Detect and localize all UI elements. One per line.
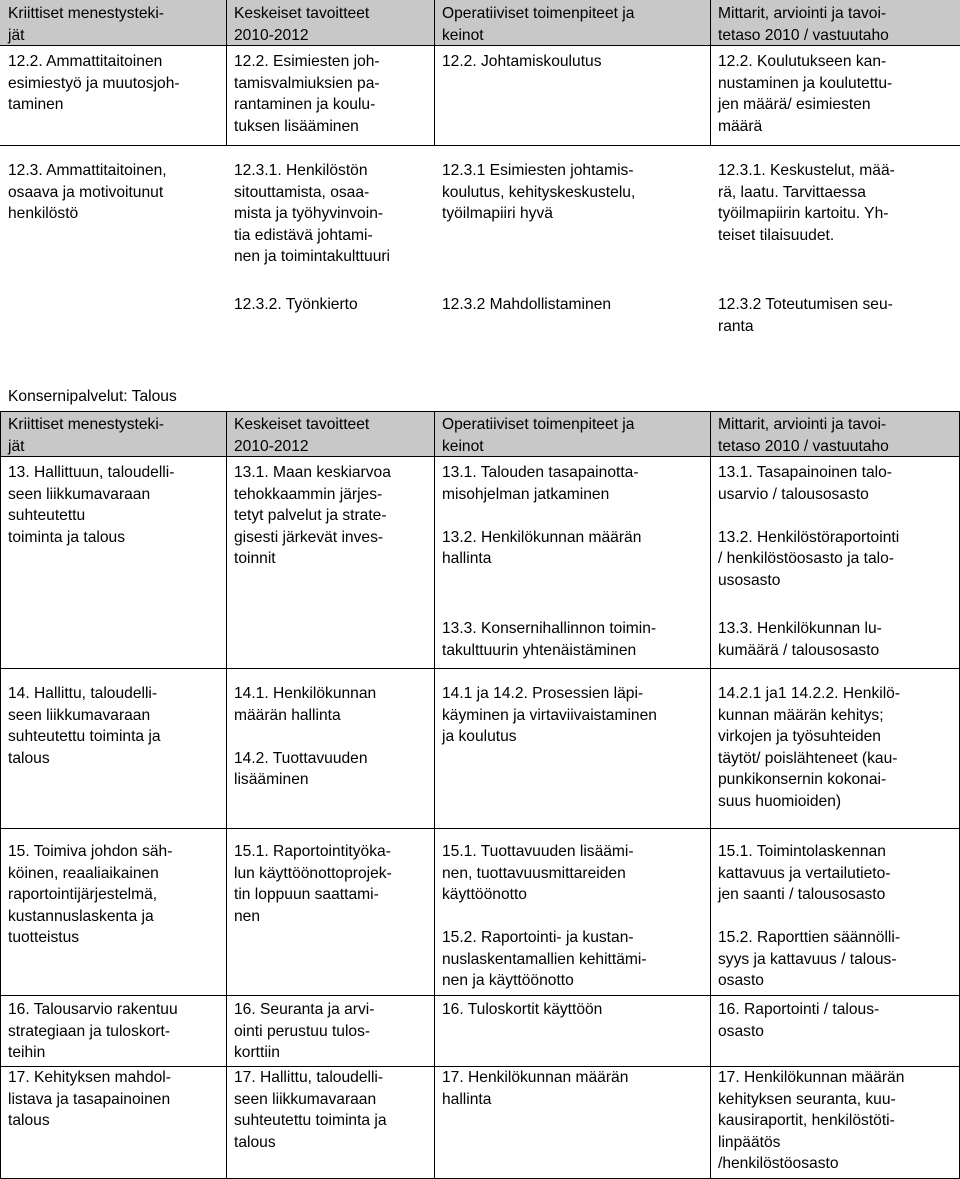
table-2-header-col-4: Mittarit, arviointi ja tavoi- tetaso 2010 / vastuutaho <box>718 416 889 455</box>
table-2-row-1-col-2: 13.1. Maan keskiarvoa tehokkaammin järjes- tetyt palvelut ja strate- gisesti järkevät inves- toinnit <box>234 464 391 567</box>
table-1-row-3-col-2: 12.3.2. Työnkierto <box>234 296 358 313</box>
table-2-row-3-col-1: 14. Hallittu, taloudelli- seen liikkumavaraan suhteutettu toiminta ja talous <box>8 685 161 767</box>
table-1-row-1-col-4: 12.2. Koulutukseen kan- nustaminen ja koulutettu- jen määrä/ esimiesten määrä <box>718 53 893 135</box>
table-2-header-col-2: Keskeiset tavoitteet 2010-2012 <box>234 416 370 455</box>
table-2-top-rule <box>0 411 960 412</box>
table-1-column-rule-3 <box>710 0 711 145</box>
table-1-column-rule-1 <box>226 0 227 145</box>
table-2-header-col-3: Operatiiviset toimenpiteet ja keinot <box>442 416 635 455</box>
table-2-row-4-col-3: 15.1. Tuottavuuden lisäämi- nen, tuottavuusmittareiden käyttöönotto 15.2. Raportointi- ja kustan- nuslaskentamallien kehittämi- nen ja käyttöönotto <box>442 843 647 989</box>
table-2-row-rule-1 <box>0 668 960 669</box>
table-1-column-rule-2 <box>434 0 435 145</box>
table-2-row-6-col-1: 17. Kehityksen mahdol- listava ja tasapainoinen talous <box>8 1069 171 1129</box>
table-2-row-5-col-2: 16. Seuranta ja arvi- ointi perustuu tulos- korttiin <box>234 1001 375 1061</box>
table-1-header-col-4: Mittarit, arviointi ja tavoi- tetaso 2010 / vastuutaho <box>718 5 889 44</box>
table-1-row-2-col-4: 12.3.1. Keskustelut, mää- rä, laatu. Tarvittaessa työilmapiirin kartoitu. Yh- teiset tilaisuudet. <box>718 162 895 244</box>
table-2-row-4-col-2: 15.1. Raportointityöka- lun käyttöönottoprojek- tin loppuun saattami- nen <box>234 843 392 925</box>
table-1-row-rule-1 <box>0 145 960 146</box>
table-2-row-rule-2 <box>0 828 960 829</box>
table-2-row-4-col-1: 15. Toimiva johdon säh- köinen, reaaliaikainen raportointijärjestelmä, kustannuslaskenta ja tuotteistus <box>8 843 173 946</box>
table-1-row-3-col-4: 12.3.2 Toteutumisen seu- ranta <box>718 296 893 335</box>
section-title: Konsernipalvelut: Talous <box>8 388 177 405</box>
table-2-column-rule-0 <box>0 411 1 1179</box>
table-2-column-rule-1 <box>226 411 227 1179</box>
table-1-row-3-col-3: 12.3.2 Mahdollistaminen <box>442 296 612 313</box>
table-2-row-5-col-1: 16. Talousarvio rakentuu strategiaan ja tuloskort- teihin <box>8 1001 178 1061</box>
table-1-row-2-col-2: 12.3.1. Henkilöstön sitouttamista, osaa- mista ja työhyvinvoin- tia edistävä johtami- nen ja toimintakulttuuri <box>234 162 391 265</box>
table-2-row-6-col-3: 17. Henkilökunnan määrän hallinta <box>442 1069 629 1108</box>
table-2-header-col-1: Kriittiset menestysteki- jät <box>8 416 164 455</box>
table-2-row-1-col-3: 13.1. Talouden tasapainotta- misohjelman jatkaminen 13.2. Henkilökunnan määrän hallinta <box>442 464 642 567</box>
table-2-row-3-col-2: 14.1. Henkilökunnan määrän hallinta 14.2. Tuottavuuden lisääminen <box>234 685 377 788</box>
table-2-row-3-col-4: 14.2.1 ja1 14.2.2. Henkilö- kunnan määrän kehitys; virkojen ja työsuhteiden täytöt/ poislähteneet (kau- punkikonsernin kokonai- suus huomioiden) <box>718 685 901 810</box>
table-1-row-2-col-3: 12.3.1 Esimiesten johtamis- koulutus, kehityskeskustelu, työilmapiiri hyvä <box>442 162 636 222</box>
table-2-row-4-col-4: 15.1. Toimintolaskennan kattavuus ja vertailutieto- jen saanti / talousosasto 15.2. Raporttien säännölli- syys ja kattavuus / talous- osasto <box>718 843 901 989</box>
table-2-row-2-col-4: 13.3. Henkilökunnan lu- kumäärä / talousosasto <box>718 620 882 659</box>
table-2-row-rule-3 <box>0 995 960 996</box>
table-2-row-2-col-3: 13.3. Konsernihallinnon toimin- takulttuurin yhtenäistäminen <box>442 620 657 659</box>
table-2-row-1-col-4: 13.1. Tasapainoinen talo- usarvio / talousosasto 13.2. Henkilöstöraportointi / henkilöstöosasto ja talo- usosasto <box>718 464 900 589</box>
table-2-row-5-col-3: 16. Tuloskortit käyttöön <box>442 1001 603 1018</box>
table-1-header-col-2: Keskeiset tavoitteet 2010-2012 <box>234 5 370 44</box>
table-2-row-1-col-1: 13. Hallittuun, taloudelli- seen liikkumavaraan suhteutettu toiminta ja talous <box>8 464 175 546</box>
table-1-header-col-1: Kriittiset menestysteki- jät <box>8 5 164 44</box>
table-1-row-1-col-2: 12.2. Esimiesten joh- tamisvalmiuksien pa- rantaminen ja koulu- tuksen lisääminen <box>234 53 380 135</box>
table-2-row-3-col-3: 14.1 ja 14.2. Prosessien läpi- käyminen ja virtaviivaistaminen ja koulutus <box>442 685 657 745</box>
table-1-header-col-3: Operatiiviset toimenpiteet ja keinot <box>442 5 635 44</box>
table-1-row-1-col-3: 12.2. Johtamiskoulutus <box>442 53 602 70</box>
table-1-row-2-col-1: 12.3. Ammattitaitoinen, osaava ja motivoitunut henkilöstö <box>8 162 167 222</box>
table-1-row-1-col-1: 12.2. Ammattitaitoinen esimiestyö ja muutosjoh- taminen <box>8 53 180 113</box>
table-2-row-6-col-4: 17. Henkilökunnan määrän kehityksen seuranta, kuu- kausiraportit, henkilöstöti- linpäätös /henkilöstöosasto <box>718 1069 905 1172</box>
table-2-row-6-col-2: 17. Hallittu, taloudelli- seen liikkumavaraan suhteutettu toiminta ja talous <box>234 1069 387 1151</box>
table-2-column-rule-2 <box>434 411 435 1179</box>
table-2-column-rule-3 <box>710 411 711 1179</box>
table-2-row-5-col-4: 16. Raportointi / talous- osasto <box>718 1001 880 1040</box>
